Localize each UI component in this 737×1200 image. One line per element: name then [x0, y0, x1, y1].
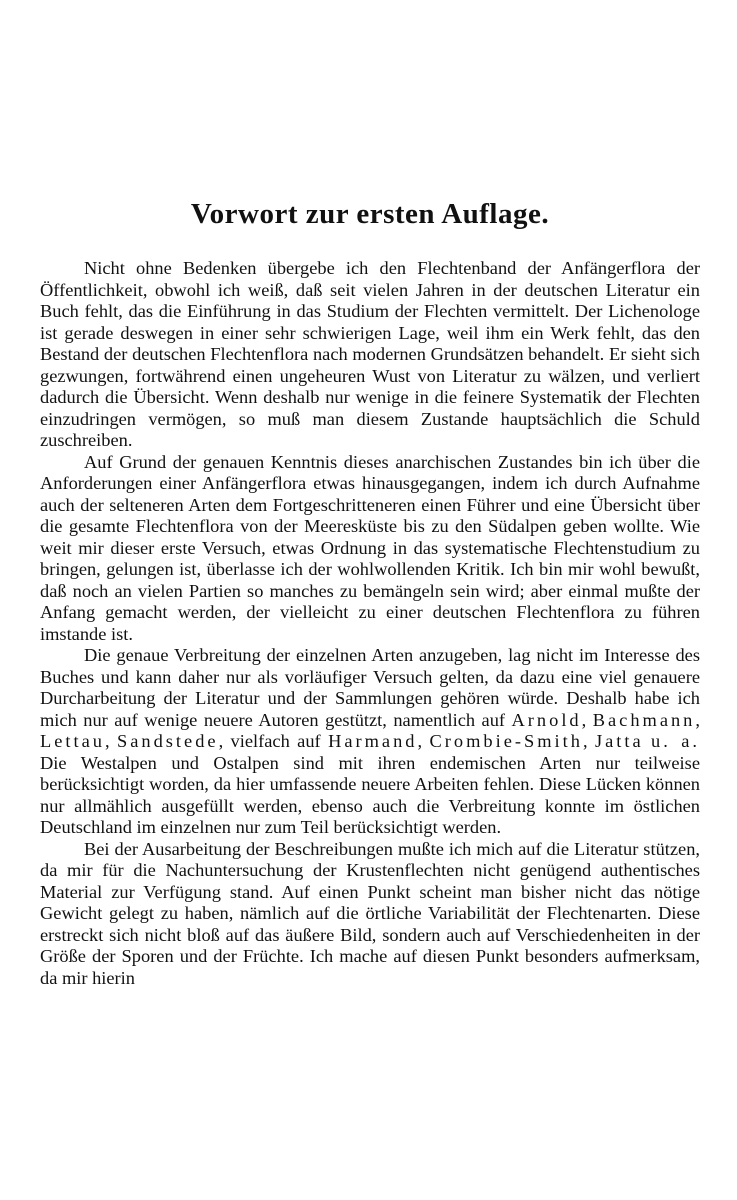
paragraph-4: Bei der Ausarbeitung der Beschreibungen mußte ich mich auf die Literatur stützen, da mir für die Nachuntersuchung der Krustenflechten nicht genügend authentisches Material zur Verfügung stand. Auf einen Punkt scheint man bisher nicht das nötige Gewicht gelegt zu haben, nämlich auf die örtliche Variabilität der Flechtenarten. Diese erstreckt sich nicht bloß auf das äußere Bild, sondern auch auf Verschiedenheiten in der Größe der Sporen und der Früchte. Ich mache auf diesen Punkt besonders aufmerksam, da mir hierin — [40, 838, 700, 988]
page-title: Vorwort zur ersten Auflage. — [190, 198, 550, 230]
separator: , vielfach auf — [218, 731, 329, 751]
separator: , — [582, 731, 595, 751]
author-name: Arnold — [511, 709, 582, 730]
paragraph-2: Auf Grund der genauen Kenntnis dieses anarchischen Zustandes bin ich über die Anforderungen einer Anfängerflora etwas hinausgegangen, indem ich durch Aufnahme auch der selteneren Arten dem Fortgeschritteneren einen Führer und eine Übersicht über die gesamte Flechtenflora von der Meeresküste bis zu den Südalpen geben wollte. Wie weit mir dieser erste Versuch, etwas Ordnung in das systematische Flechtenstudium zu bringen, gelungen ist, überlasse ich der wohlwollenden Kritik. Ich bin mir wohl bewußt, daß noch an vielen Partien so manches zu bemängeln sein wird; aber einmal mußte der Anfang gemacht werden, der vielleicht zu einer deutschen Flechtenflora zu führen imstande ist. — [40, 451, 700, 644]
separator — [644, 731, 651, 751]
author-name: Harmand — [328, 731, 418, 751]
separator: , — [581, 709, 593, 730]
author-name: Sandstede — [116, 731, 219, 751]
author-name: Crombie-Smith — [429, 731, 583, 751]
paragraph-3-text-start: Die genaue Verbreitung der einzelnen Arten anzugeben, lag nicht im Interesse des Buches und kann daher nur als vorläufiger Versuch gelten, da dazu eine viel genauere Durcharbeitung der Literatur und der Sammlungen gehören würde. Deshalb habe ich mich nur auf wenige neuere Autoren gestützt, namentlich auf — [40, 645, 700, 730]
separator: , — [417, 731, 430, 751]
author-name: Lettau — [40, 731, 105, 751]
paragraph-3-text-end: Die Westalpen und Ostalpen sind mit ihren endemischen Arten nur teilweise berücksichtigt worden, da hier umfassende neuere Arbeiten fehlen. Diese Lücken können nur allmählich ausgefüllt werden, ebenso auch die Verbreitung konnte im östlichen Deutschland im einzelnen nur zum Teil berücksichtigt werden. — [40, 752, 700, 837]
author-name: Bachmann — [592, 709, 696, 730]
document-page — [40, 196, 700, 989]
author-name: Jatta — [594, 731, 644, 751]
paragraph-1: Nicht ohne Bedenken übergebe ich den Flechtenband der Anfängerflora der Öffentlichkeit, obwohl ich weiß, daß seit vielen Jahren in der deutschen Literatur ein Buch fehlt, das die Einführung in das Studium der Flechten vermittelt. Der Lichenologe ist gerade deswegen in einer sehr schwierigen Lage, weil ihm ein Werk fehlt, das den Bestand der deutschen Flechtenflora nach modernen Grundsätzen behandelt. Er sieht sich gezwungen, fortwährend einen ungeheuren Wust von Literatur zu wälzen, und verliert dadurch die Übersicht. Wenn deshalb nur wenige in die feinere Systematik der Flechten einzudringen vermögen, so muß man diesem Zustande hauptsächlich die Schuld zuschreiben. — [40, 258, 700, 450]
separator: , — [695, 709, 700, 730]
paragraph-3 — [40, 645, 700, 839]
separator: , — [104, 731, 117, 751]
abbreviation: u. a. — [651, 731, 700, 751]
